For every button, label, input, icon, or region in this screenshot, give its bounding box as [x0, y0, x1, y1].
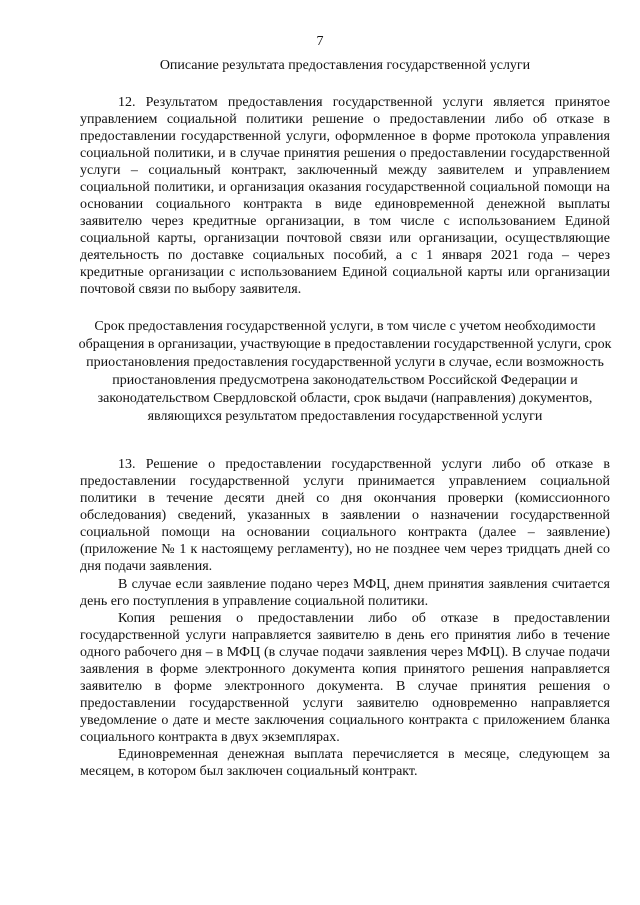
- paragraph-payment: Единовременная денежная выплата перечисляется в месяце, следующем за месяцем, в котором был заключен социальный контракт.: [80, 747, 610, 779]
- paragraph-12: 12. Результатом предоставления государственной услуги является принятое управлением социальной политики решение о предоставлении либо об отказе в предоставлении государственной услуги, оформленное в форме протокола управления социальной политики, и в случае принятия решения о предоставлении государственной услуги – социальный контракт, заключенный между заявителем и управлением социальной политики, и организация оказания государственной социальной помощи на основании социального контракта в виде единовременной денежной выплаты заявителю через кредитные организации, в том числе с использованием Единой социальной карты, организации почтовой связи или организации, осуществляющие деятельность по доставке социальных пособий, а с 1 января 2021 года – через кредитные организации с использованием Единой социальной карты или организации почтовой связи по выбору заявителя.: [80, 95, 610, 297]
- section-heading-deadline: Срок предоставления государственной услуги, в том числе с учетом необходимости обращения в организации, участвующие в предоставлении государственной услуги, срок приостановления предоставления государственной услуги в случае, если возможность приостановления предусмотрена законодательством Российской Федерации и законодательством Свердловской области, срок выдачи (направления) документов, являющихся результатом предоставления государственной услуги: [78, 319, 612, 424]
- paragraph-mfc-acceptance: В случае если заявление подано через МФЦ, днем принятия заявления считается день его поступления в управление социальной политики.: [80, 577, 610, 609]
- section-heading-result: Описание результата предоставления государственной услуги: [159, 58, 531, 73]
- paragraph-decision-copy: Копия решения о предоставлении либо об отказе в предоставлении государственной услуги направляется заявителю в день его принятия либо в течение одного рабочего дня – в МФЦ (в случае подачи заявления через МФЦ). В случае подачи заявления в форме электронного документа копия принятого решения направляется заявителю в форме электронного документа. В случае принятия решения о предоставлении государственной услуги заявителю одновременно направляется уведомление о дате и месте заключения социального контракта с приложением бланка социального контракта в двух экземплярах.: [80, 611, 610, 745]
- paragraph-13: 13. Решение о предоставлении государственной услуги либо об отказе в предоставлении государственной услуги принимается управлением социальной политики в течение десяти дней со дня окончания проверки (комиссионного обследования) сведений, указанных в заявлении о назначении государственной социальной помощи на основании социального контракта (далее – заявление) (приложение № 1 к настоящему регламенту), но не позднее чем через тридцать дней со дня подачи заявления.: [80, 457, 610, 574]
- page-number: 7: [316, 34, 324, 49]
